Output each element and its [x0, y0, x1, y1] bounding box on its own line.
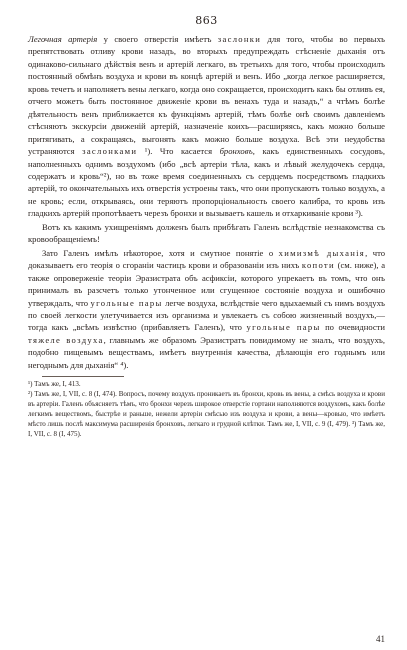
- paragraph: [28, 33, 385, 220]
- text-run: угольные пары: [90, 297, 163, 308]
- footnote-rule: [42, 376, 124, 377]
- text-run: Зато Галенъ имѣлъ нѣкоторое, хотя и смутное понятіе о: [42, 247, 279, 258]
- paragraph: [28, 247, 385, 372]
- text-run: заслонки: [217, 34, 262, 44]
- text-run: , какъ единственныхъ сосудовъ, наполненныхъ однимъ воздухомъ (ибо „всѣ артеріи тѣла, какъ и лѣвый желудочекъ сердца, содержатъ и кровь“²), но въ тоже время соединенныхъ съ сердцемъ посредствомъ гладкихъ артерій, то окончательныхъ ихъ отверстія устроены такъ, что они пропускаютъ только воздухъ, а не кровь; если, открываясь, они теряютъ пропорціональность своего калибра, то кровь изъ гладкихъ артерій пропотѣваетъ черезъ бронхи и вызываетъ кашель и отхаркиваніе крови ³).: [28, 146, 385, 219]
- text-run: копоти: [301, 260, 335, 271]
- text-run: тяжеле воздуха: [28, 334, 104, 345]
- text-run: для того, чтобы во первыхъ препятствовать отливу крови назадъ, во вторыхъ предупреждать стѣсненіе дыханія отъ одинаково-сильнаго дѣйствія венъ и артерій легкаго, въ третьихъ для того, чтобы происходилъ постоянный обмѣнъ воздуха и крови въ концѣ артерій и венъ. Ибо „когда легкое расширяется, кровь течетъ и наполняетъ вены легкаго, когда оно сокращается, происходитъ какъ бы отливъ ея, отчего можетъ быть постоянное движеніе крови въ венахъ туда и назадъ,“ а чтѣмъ болѣе дѣятельность венъ приближается къ функціямъ артерій, тѣмъ болѣе онѣ своимъ давленіемъ стѣсняютъ экскурсіи движеній артерій, назначеніе коихъ—расширяясь, какъ можно больше притягивать, а сокращаясь, выгонять какъ можно больше воздуха. Всѣ эти неудобства устраняются: [28, 34, 385, 157]
- text-run: химизмѣ дыханія: [278, 247, 366, 258]
- text-run: по очевидности: [320, 322, 386, 333]
- text-run: ¹). Что касается: [137, 146, 220, 157]
- footnotes: [28, 380, 385, 439]
- text-run: , что доказываетъ его теорія о сгораніи частицъ крови и образованіи изъ нихъ: [28, 247, 386, 271]
- text-run: бронховъ: [219, 146, 253, 157]
- page-number: 863: [195, 14, 218, 27]
- body-text: [28, 33, 385, 371]
- text-run: (см. ниже), а также опроверженіе теоріи Эразистрата объ асфиксіи, которого упрекаетъ въ томъ, что онъ принималъ въ разсчетъ только утонченное или сгущенное состояніе воздуха и ошибочно утверждалъ, что: [28, 260, 386, 308]
- text-run: , главнымъ же образомъ Эразистратъ повидимому не зналъ, что воздухъ, подобно пищевымъ веществамъ, имѣетъ внутреннія качества, дѣлающія его годнымъ или негоднымъ для дыханія“ ⁴).: [28, 334, 386, 370]
- text-run: Вотъ къ какимъ ухищреніямъ долженъ былъ прибѣгать Галенъ вслѣдствіе незнакомства съ кровообращеніемъ!: [28, 221, 385, 245]
- text-run: у своего отверстія имѣетъ: [97, 34, 218, 44]
- footnote: ²) Тамъ же, I, VII, с. 8 (I, 474). Вопросъ, почему воздухъ проникаетъ въ бронхи, кровь въ вены, а смѣсь воздуха и крови въ артеріи. Галенъ объясняетъ тѣмъ, что бронхи черезъ широкое отверстіе гортани наполняются воздухомъ, какъ болѣе легкимъ веществомъ, быстрѣе и раньше, нежели артеріи смѣсью изъ воздуха и крови, а вены—кровью, что имѣетъ мѣсто лишь послѣ максимума расширенія бронховъ, легкаго и грудной клѣтки. Тамъ же, I, VII, с. 9 (I, 479). ³) Тамъ же, I, VII, с. 8 (I, 475).: [28, 390, 385, 438]
- paragraph: [28, 221, 385, 246]
- text-run: угольные пары: [246, 322, 321, 333]
- text-run: легче воздуха, вслѣдствіе чего вдыхаемый съ нимъ воздухъ по своей легкости улетучивается изъ организма и увлекаетъ съ собою жизненный воздухъ,—тогда какъ „всѣмъ извѣстно (прибавляетъ Галенъ), что: [28, 297, 386, 333]
- text-run: Легочная артерія: [28, 34, 98, 44]
- footnote: ¹) Тамъ же, I, 413.: [28, 380, 81, 389]
- text-run: заслонками: [82, 146, 138, 157]
- printer-signature: 41: [376, 634, 385, 644]
